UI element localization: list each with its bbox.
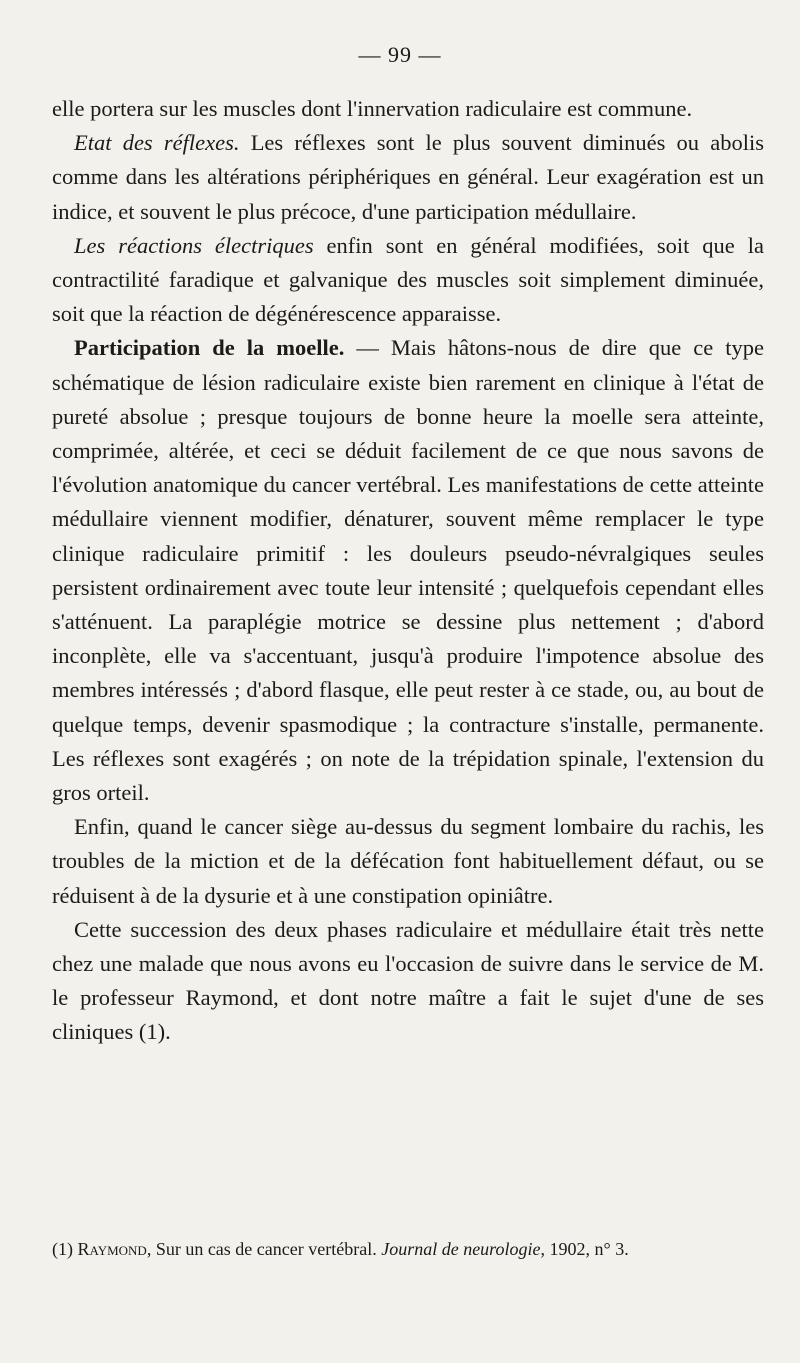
paragraph-spinal-cord-lead: Participation de la moelle. (74, 335, 345, 361)
paragraph-succession (52, 913, 764, 1050)
paragraph-lumbar-text: Enfin, quand le cancer siège au-dessus du segment lombaire du rachis, les troubles de la miction et de la défécation font habituellement défaut, ou se réduisent à de la dysurie et à une constipation opiniâtre. (52, 814, 764, 908)
paragraph-reflexes-lead: Etat des réflexes. (74, 130, 240, 156)
footnote-details: , 1902, n° 3. (540, 1239, 629, 1259)
paragraph-1 (52, 92, 764, 126)
paragraph-reflexes-text: Les réflexes sont le plus souvent diminués ou abolis comme dans les altérations périphériques en général. Leur exagération est un indice, et souvent le plus précoce, d'une participation médullaire. (52, 130, 764, 224)
paragraph-spinal-cord-text: — Mais hâtons-nous de dire que ce type schématique de lésion radiculaire existe bien rarement en clinique à l'état de pureté absolue ; presque toujours de bonne heure la moelle sera atteinte, comprimée, altérée, et ceci se déduit facilement de ce que nous savons de l'évolution anatomique du cancer vertébral. Les manifestations de cette atteinte médullaire viennent modifier, dénaturer, souvent même remplacer le type clinique radiculaire primitif : les douleurs pseudo-névralgiques seules persistent ordinairement avec toute leur intensité ; quelquefois cependant elles s'atténuent. La paraplégie motrice se dessine plus nettement ; d'abord inconplète, elle va s'accentuant, jusqu'à produire l'impotence absolue des membres intéressés ; d'abord flasque, elle peut rester à ce stade, ou, au bout de quelque temps, devenir spasmodique ; la contracture s'installe, permanente. Les réflexes sont exagérés ; on note de la trépidation spinale, l'extension du gros orteil. (52, 335, 764, 806)
paragraph-lumbar (52, 810, 764, 913)
paragraph-1-text: elle portera sur les muscles dont l'innervation radiculaire est commune. (52, 96, 693, 121)
body-text (52, 92, 764, 1050)
paragraph-electric-reactions-lead: Les réactions électriques (74, 232, 314, 258)
paragraph-succession-text: Cette succession des deux phases radiculaire et médullaire était très nette chez une malade que nous avons eu l'occasion de suivre dans le service de M. le professeur Raymond, et dont notre maître a fait le sujet d'une de ses cliniques (1). (52, 916, 764, 1045)
paragraph-reflexes (52, 126, 764, 229)
page-number: — 99 — (358, 42, 442, 67)
footnote-text: , Sur un cas de cancer vertébral. (146, 1239, 382, 1259)
paragraph-spinal-cord (52, 331, 764, 810)
footnote-journal: Journal de neurologie (381, 1239, 541, 1259)
paragraph-electric-reactions (52, 229, 764, 332)
footnote-author: Raymond (77, 1239, 147, 1259)
paragraph-electric-reactions-text: enfin sont en général modifiées, soit que la contractilité faradique et galvanique des muscles soit simplement diminuée, soit que la réaction de dégénérescence apparaisse. (52, 232, 764, 327)
footnote-marker: (1) (52, 1239, 78, 1259)
footnote (52, 1237, 764, 1261)
